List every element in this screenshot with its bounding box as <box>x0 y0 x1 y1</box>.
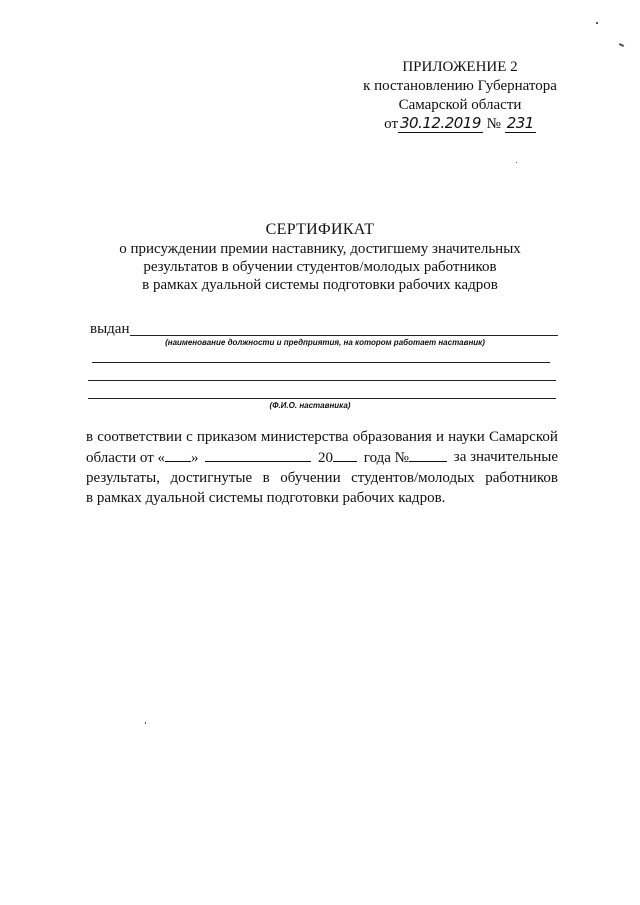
order-date-open: области от « <box>86 450 165 466</box>
order-date-close: » <box>191 450 199 466</box>
fill-line-3[interactable] <box>88 380 556 381</box>
body-last-line: в рамках дуальной системы подготовки рабочих кадров. <box>86 490 446 506</box>
word: приказом <box>196 429 257 445</box>
word: с <box>186 429 193 445</box>
order-number-blank[interactable] <box>409 447 447 462</box>
name-fill-line[interactable] <box>88 398 556 399</box>
position-caption: (наименование должности и предприятия, на котором работает наставник) <box>165 338 485 347</box>
word: соответствии <box>97 429 182 445</box>
appendix-region: Самарской области <box>398 97 522 113</box>
name-caption: (Ф.И.О. наставника) <box>269 401 351 410</box>
scan-speck <box>145 722 146 724</box>
word: работников <box>485 470 558 486</box>
order-number-segment <box>364 447 447 468</box>
word: достигнутые <box>170 470 253 486</box>
word: обучении <box>280 470 341 486</box>
certificate-subtitle-line: о присуждении премии наставнику, достигшему значительных <box>119 241 521 257</box>
scan-speck <box>516 162 517 163</box>
word: за значительные <box>453 449 558 465</box>
body-line <box>86 488 558 508</box>
issued-fill-line[interactable] <box>130 335 558 336</box>
year-prefix: 20 <box>318 450 334 466</box>
body-line-order <box>86 447 558 468</box>
appendix-title: ПРИЛОЖЕНИЕ 2 <box>402 59 518 75</box>
certificate-body <box>86 427 558 508</box>
appendix-date-number <box>360 115 560 134</box>
scan-speck <box>596 22 598 24</box>
body-line <box>86 427 558 447</box>
order-number-label: года № <box>363 450 409 466</box>
year-segment <box>318 447 357 468</box>
word: образования <box>352 429 432 445</box>
certificate-title-block <box>90 220 550 294</box>
order-date-segment <box>86 447 199 468</box>
word: Самарской <box>488 429 558 445</box>
month-blank[interactable] <box>205 447 311 462</box>
scan-speck <box>619 43 624 47</box>
word: и <box>435 429 444 445</box>
day-blank[interactable] <box>165 447 191 462</box>
certificate-subtitle-line: в рамках дуальной системы подготовки рабочих кадров <box>142 277 498 293</box>
appendix-decree-ref: к постановлению Губернатора <box>363 78 557 94</box>
body-line <box>86 468 558 488</box>
fill-line-2[interactable] <box>92 362 550 363</box>
word: студентов/молодых <box>351 470 475 486</box>
date-prefix: от <box>384 116 398 132</box>
word: результаты, <box>86 470 160 486</box>
number-prefix: № <box>486 116 501 132</box>
handwritten-date: 30.12.2019 <box>400 114 481 132</box>
certificate-subtitle-line: результатов в обучении студентов/молодых работников <box>143 259 497 275</box>
handwritten-number: 231 <box>506 114 534 132</box>
appendix-header <box>360 58 560 134</box>
issued-label: выдан <box>90 321 130 337</box>
certificate-heading: СЕРТИФИКАТ <box>265 221 375 238</box>
year-blank[interactable] <box>333 447 357 462</box>
word: в <box>86 429 94 445</box>
word: науки <box>448 429 485 445</box>
word: в <box>262 470 270 486</box>
word: министерства <box>260 429 349 445</box>
